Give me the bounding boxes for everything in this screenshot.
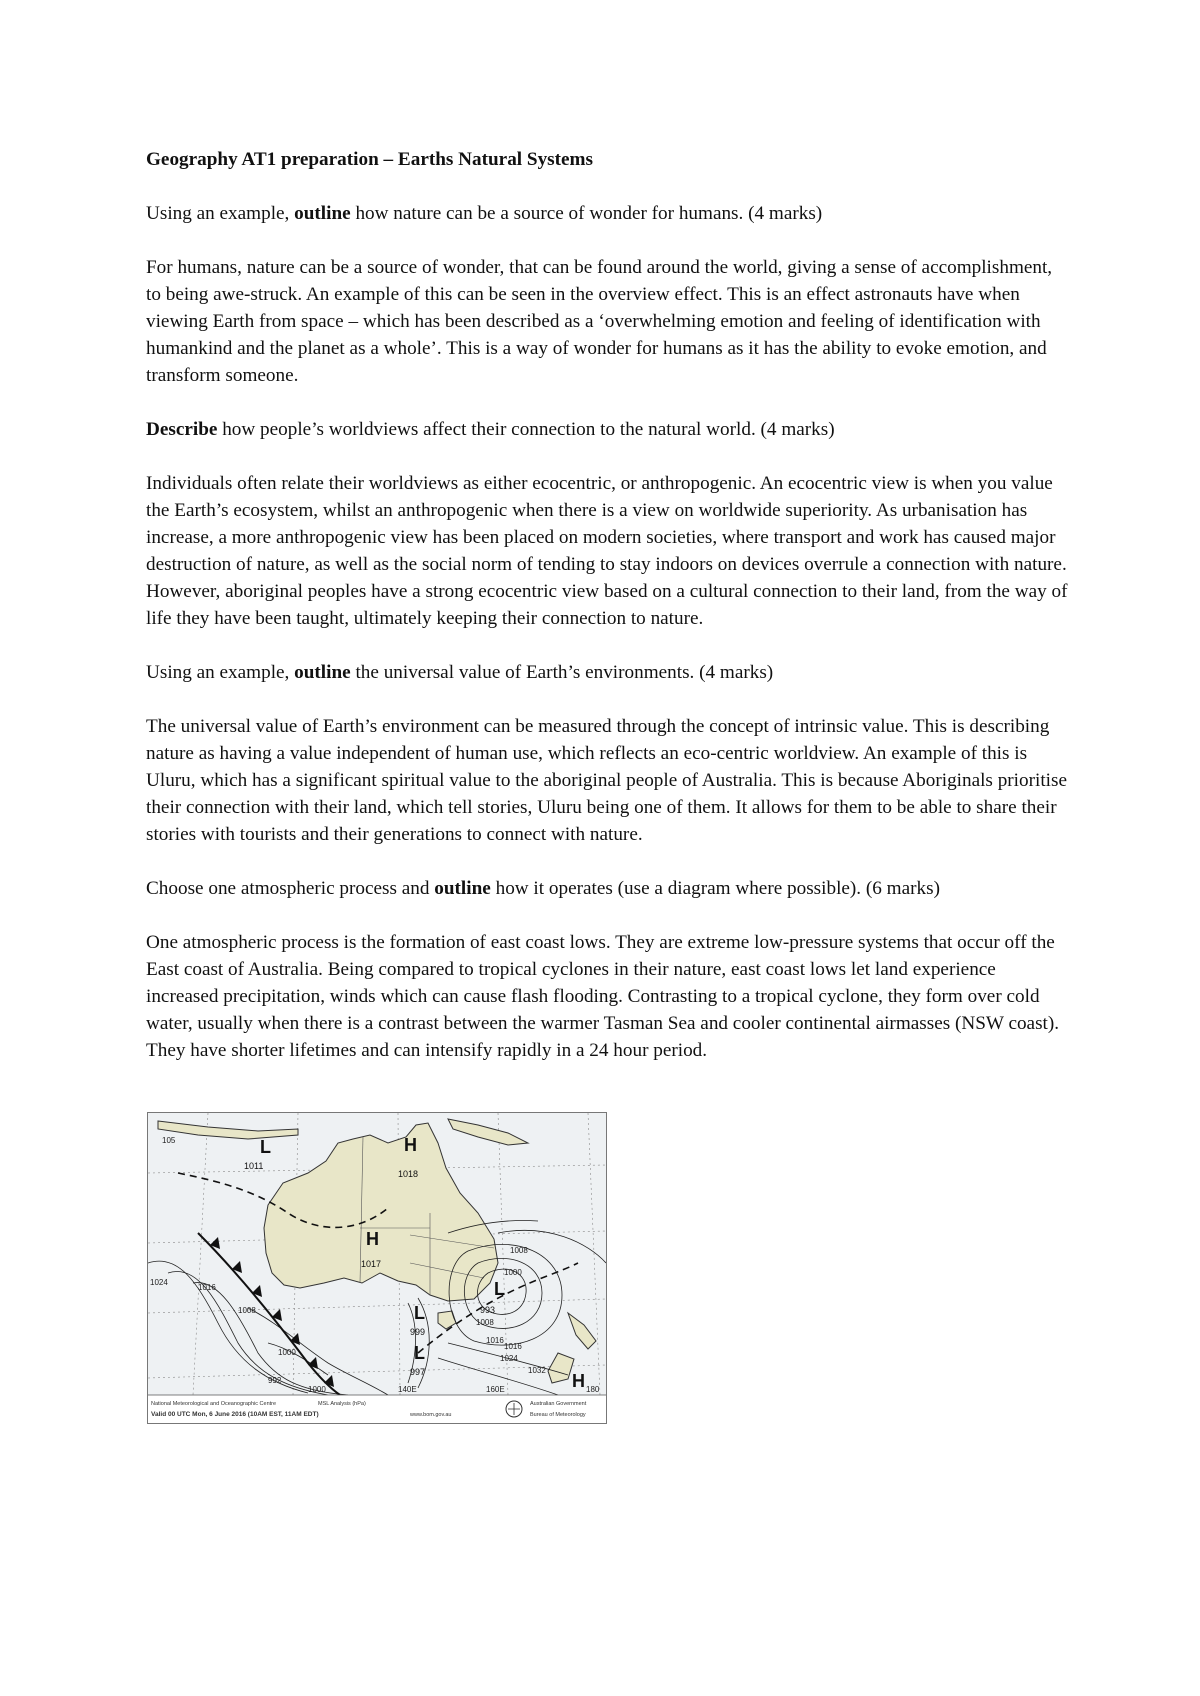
question-4-post: how it operates (use a diagram where possible). (6 marks) bbox=[490, 878, 940, 899]
question-3-post: the universal value of Earth’s environments. (4 marks) bbox=[350, 662, 774, 683]
question-2 bbox=[146, 416, 1068, 443]
isobar-label: 1008 bbox=[476, 1318, 494, 1327]
page-title: Geography AT1 preparation – Earths Natural Systems bbox=[146, 149, 594, 170]
pressure-symbol: H bbox=[366, 1229, 379, 1249]
question-1-keyword: outline bbox=[294, 203, 351, 224]
question-1 bbox=[146, 200, 1068, 227]
pressure-symbol: L bbox=[260, 1137, 271, 1157]
grid-label: 105 bbox=[162, 1136, 176, 1145]
pressure-value: 997 bbox=[410, 1367, 426, 1377]
coat-of-arms-icon bbox=[506, 1401, 522, 1417]
grid-label: 160E bbox=[486, 1385, 505, 1394]
map-footer-url: www.bom.gov.au bbox=[410, 1412, 452, 1418]
pressure-symbol: L bbox=[414, 1343, 425, 1363]
map-footer-bom: Bureau of Meteorology bbox=[530, 1412, 586, 1418]
weather-map-svg bbox=[148, 1113, 606, 1423]
isobar-label: 1024 bbox=[500, 1354, 518, 1363]
pressure-value: 1018 bbox=[398, 1169, 419, 1179]
question-1-pre: Using an example, bbox=[146, 203, 295, 224]
question-4 bbox=[146, 875, 1068, 902]
map-footer-analysis: MSL Analysis (hPa) bbox=[318, 1401, 366, 1407]
isobar-label: 1016 bbox=[486, 1336, 504, 1345]
question-1-post: how nature can be a source of wonder for humans. (4 marks) bbox=[350, 203, 823, 224]
pressure-value: 1017 bbox=[361, 1259, 382, 1269]
map-footer-gov: Australian Government bbox=[530, 1401, 587, 1407]
isobar-label: 1008 bbox=[510, 1246, 528, 1255]
answer-2: Individuals often relate their worldviews as either ecocentric, or anthropogenic. An ecocentric view is when you value the Earth’s ecosystem, whilst an anthropogenic when there is a view on worldwide superiority. As urbanisation has increase, a more anthropogenic view has been placed on modern societies, where transport and work has caused major destruction of nature, as well as the social norm of tending to stay indoors on devices overrule a connection with nature. However, aboriginal peoples have a strong ecocentric view based on a cultural connection to their land, from the way of life they have been taught, ultimately keeping their connection to nature. bbox=[146, 473, 1068, 629]
isobar-label: 1008 bbox=[238, 1306, 256, 1315]
answer-3: The universal value of Earth’s environment can be measured through the concept of intrinsic value. This is describing nature as having a value independent of human use, which reflects an eco-centric worldview. An example of this is Uluru, which has a significant spiritual value to the aboriginal people of Australia. This is because Aboriginals prioritise their connection with their land, which tell stories, Uluru being one of them. It allows for them to be able to share their stories with tourists and their generations to connect with nature. bbox=[146, 716, 1067, 845]
answer-1: For humans, nature can be a source of wonder, that can be found around the world, giving a sense of accomplishment, to being awe-struck. An example of this can be seen in the overview effect. This is an effect astronauts have when viewing Earth from space – which has been described as a ‘overwhelming emotion and feeling of identification with humankind and the planet as a whole’. This is a way of wonder for humans as it has the ability to evoke emotion, and transform someone. bbox=[146, 257, 1053, 386]
question-2-keyword: Describe bbox=[146, 419, 218, 440]
document-body bbox=[146, 146, 1068, 1091]
question-3 bbox=[146, 659, 1068, 686]
isobar-label: 1000 bbox=[504, 1268, 522, 1277]
isobar-label: 1000 bbox=[308, 1385, 326, 1394]
grid-label: 140E bbox=[398, 1385, 417, 1394]
isobar-label: 1000 bbox=[278, 1348, 296, 1357]
answer-4: One atmospheric process is the formation of east coast lows. They are extreme low-pressure systems that occur off the East coast of Australia. Being compared to tropical cyclones in their nature, east coast lows let land experience increased precipitation, winds which can cause flash flooding. Contrasting to a tropical cyclone, they form over cold water, usually when there is a contrast between the warmer Tasman Sea and cooler continental airmasses (NSW coast). They have shorter lifetimes and can intensify rapidly in a 24 hour period. bbox=[146, 932, 1060, 1061]
pressure-value: 993 bbox=[480, 1305, 496, 1315]
question-4-pre: Choose one atmospheric process and bbox=[146, 878, 435, 899]
isobar-label: 1032 bbox=[528, 1366, 546, 1375]
map-footer-valid-time: Valid 00 UTC Mon, 6 June 2016 (10AM EST, 11AM EDT) bbox=[151, 1411, 319, 1418]
grid-label: 180 bbox=[586, 1385, 600, 1394]
map-footer bbox=[148, 1395, 606, 1423]
isobar-label: 1016 bbox=[504, 1342, 522, 1351]
map-footer-org: National Meteorological and Oceanographic Centre bbox=[151, 1401, 277, 1407]
isobar-label: 992 bbox=[268, 1376, 282, 1385]
pressure-symbol: H bbox=[404, 1135, 417, 1155]
pressure-symbol: L bbox=[494, 1279, 505, 1299]
question-3-keyword: outline bbox=[294, 662, 351, 683]
question-3-pre: Using an example, bbox=[146, 662, 295, 683]
question-2-post: how people’s worldviews affect their connection to the natural world. (4 marks) bbox=[217, 419, 835, 440]
pressure-value: 999 bbox=[410, 1327, 426, 1337]
synoptic-weather-map bbox=[147, 1112, 607, 1424]
isobar-label: 1016 bbox=[198, 1283, 216, 1292]
pressure-symbol: H bbox=[572, 1371, 585, 1391]
pressure-symbol: L bbox=[414, 1303, 425, 1323]
question-4-keyword: outline bbox=[434, 878, 491, 899]
isobar-label: 1024 bbox=[150, 1278, 168, 1287]
pressure-value: 1011 bbox=[244, 1161, 264, 1171]
